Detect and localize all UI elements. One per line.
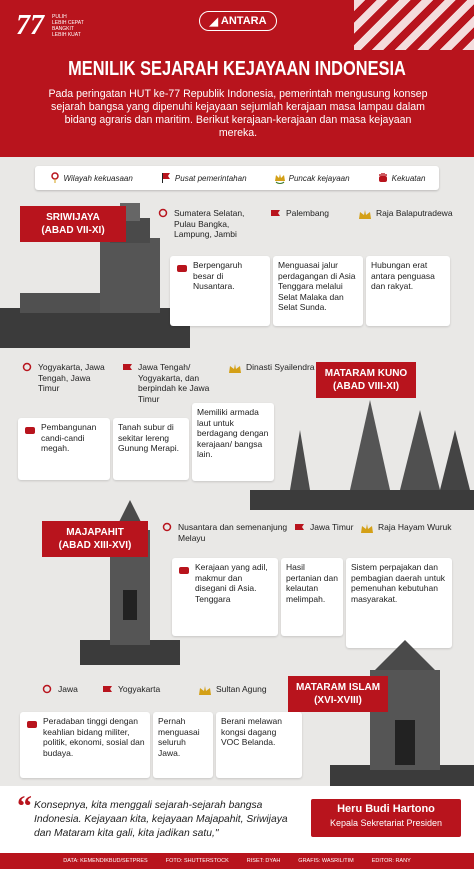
mataram-islam-kekuatan-1: Peradaban tinggi dengan keahlian bidang militer, politik, ekonomi, sosial dan budaya. — [20, 712, 150, 778]
sriwijaya-wilayah: Sumatera Selatan, Pulau Bangka, Lampung, Jambi — [156, 208, 266, 240]
majapahit-title: MAJAPAHIT (ABAD XIII-XVI) — [42, 521, 148, 557]
mataram-islam-kekuatan-2: Pernah menguasai seluruh Jawa. — [153, 712, 213, 778]
flag-pattern — [354, 0, 474, 50]
mataram-kuno-kekuatan-2: Tanah subur di sekitar lereng Gunung Merapi. — [113, 418, 189, 480]
map-pin-icon — [49, 172, 61, 184]
mataram-kuno-pusat: Jawa Tengah/ Yogyakarta, dan berpindah ke Jawa Timur — [120, 362, 220, 404]
mataram-kuno-wilayah: Yogyakarta, Jawa Tengah, Jawa Timur — [20, 362, 108, 394]
majapahit-kekuatan-3: Sistem perpajakan dan pembagian daerah untuk pemenuhan kebutuhan masyarakat. — [346, 558, 452, 648]
legend-pusat: Pusat pemerintahan — [160, 172, 247, 184]
legend-kekuatan: Kekuatan — [377, 172, 426, 184]
footer-credits: DATA: KEMENDIKBUD/SETPRES FOTO: SHUTTERSTOCK RISET: DYAH GRAFIS: WASRIL/TIM EDITOR: RANY — [0, 853, 474, 869]
sriwijaya-kekuatan-1: Berpengaruh besar di Nusantara. — [170, 256, 270, 326]
sriwijaya-pusat: Palembang — [268, 208, 358, 222]
legend-wilayah: Wilayah kekuasaan — [49, 172, 133, 184]
legend-puncak: Puncak kejayaan — [274, 172, 350, 184]
intro-text: Pada peringatan HUT ke-77 Republik Indonesia, pemerintah mengusung konsep sejarah bangsa yang dipenuhi kejayaan sejumlah kerajaan masa lampau dalam bidang agraris dan maritim. Berikut kerajaan-kerajaan dan masa kejayaan mereka. — [48, 88, 428, 139]
logo-tagline: PULIH LEBIH CEPAT BANGKIT LEBIH KUAT — [52, 14, 84, 38]
mataram-kuno-kekuatan-3: Memiliki armada laut untuk berdagang dengan kerajaan/ bangsa lain. — [192, 403, 274, 481]
prambanan-temple-image — [250, 380, 474, 510]
crown-icon — [198, 684, 212, 698]
map-pin-icon — [156, 208, 170, 222]
majapahit-pusat: Jawa Timur — [292, 522, 356, 536]
fist-icon — [377, 172, 389, 184]
majapahit-wilayah: Nusantara dan semenanjung Melayu — [160, 522, 300, 543]
map-pin-icon — [40, 684, 54, 698]
flag-icon — [268, 208, 282, 222]
fist-icon — [175, 260, 189, 274]
map-pin-icon — [20, 362, 34, 376]
quote-mark-icon: “ — [17, 790, 32, 823]
flag-icon — [120, 362, 134, 376]
flag-icon — [292, 522, 306, 536]
quote-text: Konsepnya, kita menggali sejarah-sejarah bangsa Indonesia. Kejayaan kita, kejayaan Majapahit, Sriwijaya dan Mataram kita gali, kita jadikan satu," — [34, 800, 288, 839]
hut-77-logo: 77 — [16, 10, 44, 41]
sriwijaya-kekuatan-3: Hubungan erat antara penguasa dan rakyat. — [366, 256, 450, 326]
fist-icon — [23, 422, 37, 436]
mataram-islam-kekuatan-3: Berani melawan kongsi dagang VOC Belanda. — [216, 712, 302, 778]
fist-icon — [177, 562, 191, 576]
crown-icon — [360, 522, 374, 536]
mataram-islam-wilayah: Jawa — [40, 684, 100, 698]
crown-icon — [358, 208, 372, 222]
mataram-islam-title: MATARAM ISLAM (XVI-XVIII) — [288, 676, 388, 712]
fist-icon — [25, 716, 39, 730]
majapahit-puncak: Raja Hayam Wuruk — [360, 522, 466, 536]
flag-icon — [100, 684, 114, 698]
flag-icon — [160, 172, 172, 184]
quote-attribution — [311, 799, 461, 837]
majapahit-kekuatan-2: Hasil pertanian dan kelautan melimpah. — [281, 558, 343, 636]
sriwijaya-kekuatan-2: Menguasai jalur perdagangan di Asia Tenggara melalui Selat Malaka dan Selat Sunda. — [273, 256, 363, 326]
header — [0, 0, 474, 157]
sriwijaya-title: SRIWIJAYA (ABAD VII-XI) — [20, 206, 126, 242]
quote-name: Heru Budi Hartono — [337, 803, 435, 815]
mataram-islam-gate-image — [330, 640, 474, 788]
legend — [35, 166, 439, 190]
map-pin-icon — [160, 522, 174, 536]
antara-logo: ◢ ANTARA — [199, 11, 277, 31]
mataram-kuno-kekuatan-1: Pembangunan candi-candi megah. — [18, 418, 110, 480]
sriwijaya-puncak: Raja Balaputradewa — [358, 208, 468, 222]
mataram-islam-puncak: Sultan Agung — [198, 684, 288, 698]
crown-icon — [274, 172, 286, 184]
mataram-islam-pusat: Yogyakarta — [100, 684, 190, 698]
majapahit-kekuatan-1: Kerajaan yang adil, makmur dan disegani di Asia. Tenggara — [172, 558, 278, 636]
quote-role: Kepala Sekretariat Presiden — [329, 818, 443, 828]
page-title: MENILIK SEJARAH KEJAYAAN INDONESIA — [68, 58, 406, 80]
mataram-kuno-title: MATARAM KUNO (ABAD VIII-XI) — [316, 362, 416, 398]
crown-icon — [228, 362, 242, 376]
mataram-kuno-puncak: Dinasti Syailendra — [228, 362, 318, 376]
